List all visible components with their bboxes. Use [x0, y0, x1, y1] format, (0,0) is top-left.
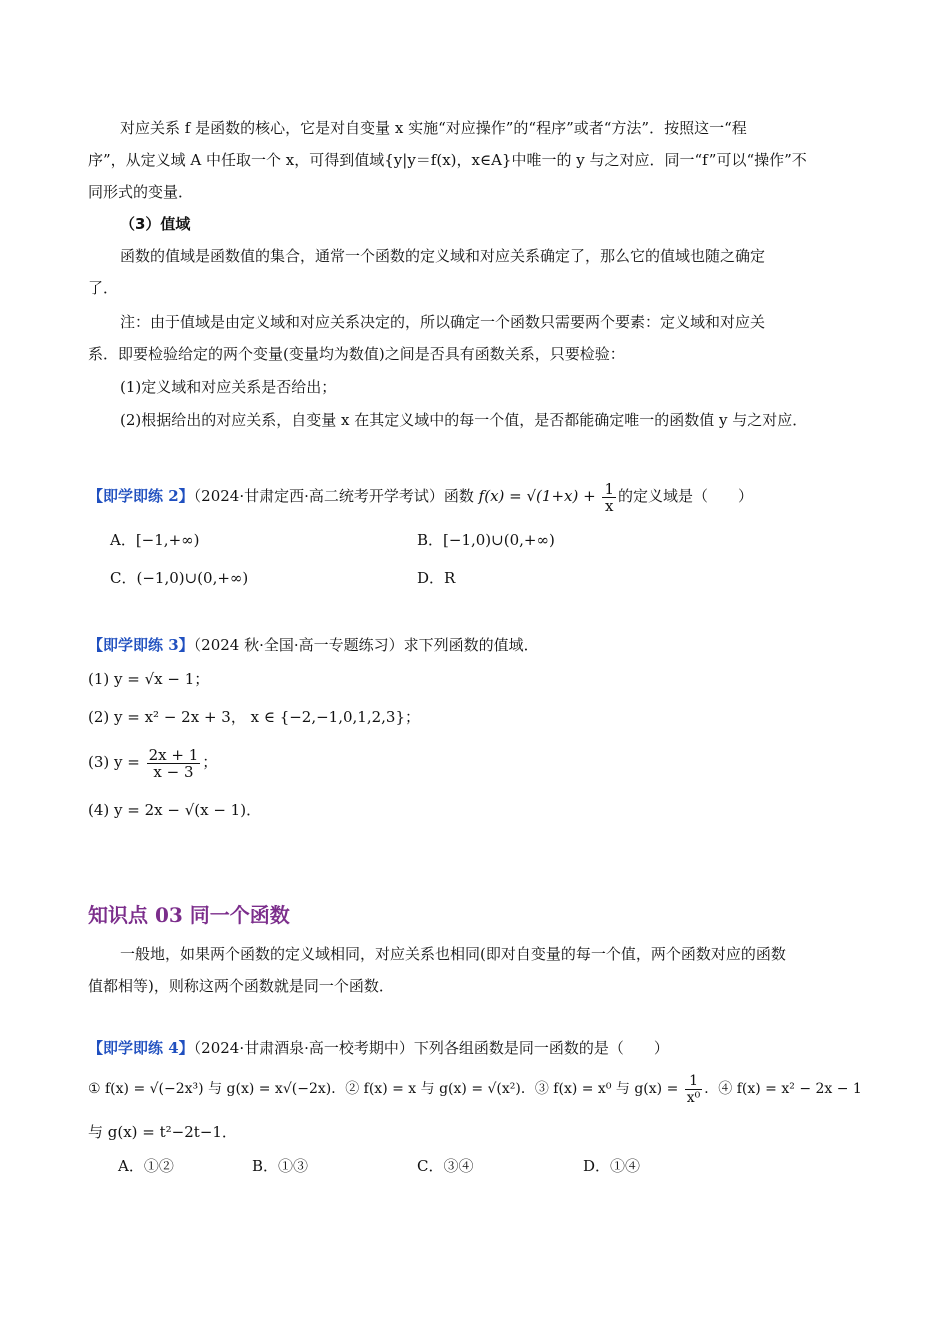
exercise-2-fraction	[602, 481, 616, 514]
exercise-2-option-b: B．[−1,0)∪(0,+∞)	[417, 531, 555, 549]
exercise-2-tag: 【即学即练 2】	[88, 487, 194, 505]
exercise-4-fraction	[685, 1073, 703, 1106]
note-line-2: 系．即要检验给定的两个变量(变量均为数值)之间是否具有函数关系，只要检验：	[88, 345, 625, 363]
section-heading: 知识点 03 同一个函数	[88, 903, 290, 927]
exercise-4-source: （2024·甘肃酒泉·高一校考期中）下列各组函数是同一函数的是（ ）	[193, 1039, 669, 1057]
exercise-3-tag: 【即学即练 3】	[88, 636, 194, 654]
exercise-2-frac-den: x	[602, 497, 616, 514]
exercise-2-option-c: C．(−1,0)∪(0,+∞)	[110, 569, 249, 587]
exercise-3-q3-num: 2x + 1	[148, 745, 199, 764]
exercise-4-question	[88, 1038, 669, 1058]
section-line-1: 一般地，如果两个函数的定义域相同，对应关系也相同(即对自变量的每一个值，两个函数对应的函数	[120, 945, 786, 963]
exercise-4-group-4: ．④ f(x) = x² − 2x − 1	[704, 1081, 862, 1097]
exercise-2-frac-num: 1	[604, 479, 614, 498]
exercise-3-q3-prefix: (3) y =	[88, 753, 145, 771]
exercise-4-option-c: C．③④	[417, 1157, 474, 1175]
mapping-line-1: 对应关系 f 是函数的核心，它是对自变量 x 实施“对应操作”的“程序”或者“方法”．按照这一“程	[120, 119, 747, 137]
exercise-3-source: （2024 秋·全国·高一专题练习）求下列函数的值域．	[193, 636, 539, 654]
exercise-4-option-b: B．①③	[252, 1157, 309, 1175]
exercise-4-groups: ① f(x) = √(−2x³) 与 g(x) = x√(−2x)．② f(x) = x 与 g(x) = √(x²)．③ f(x) = x⁰ 与 g(x) =	[88, 1081, 683, 1097]
range-heading: （3）值域	[120, 215, 191, 233]
exercise-2-source: （2024·甘肃定西·高二统考开学考试）函数	[193, 487, 474, 505]
exercise-3-q4: (4) y = 2x − √(x − 1)．	[88, 801, 262, 819]
range-line-2: 了．	[88, 279, 119, 297]
exercise-4-line-1	[88, 1070, 862, 1108]
exercise-2-option-d: D．R	[417, 569, 456, 587]
section-line-2: 值都相等)，则称这两个函数就是同一个函数．	[88, 977, 394, 995]
note-line-1: 注：由于值域是由定义域和对应关系决定的，所以确定一个函数只需要两个要素：定义域和对应关	[120, 313, 766, 331]
exercise-4-frac-den: x⁰	[686, 1089, 701, 1106]
exercise-4-tag: 【即学即练 4】	[88, 1039, 194, 1057]
exercise-4-frac-num: 1	[689, 1072, 698, 1089]
exercise-2-question	[88, 478, 753, 514]
exercise-3-q3-fraction	[147, 747, 201, 780]
exercise-4-option-d: D．①④	[583, 1157, 641, 1175]
mapping-line-2: 序”，从定义域 A 中任取一个 x，可得到值域{y|y＝f(x)，x∈A}中唯一的 y 与之对应．同一“f”可以“操作”不	[88, 151, 807, 169]
exercise-2-option-a: A．[−1,+∞)	[110, 531, 200, 549]
exercise-3-q1: (1) y = √x − 1；	[88, 670, 210, 688]
exercise-3-q3-den: x − 3	[147, 763, 201, 780]
exercise-3-q3	[88, 742, 217, 782]
exercise-4-option-a: A．①②	[118, 1157, 174, 1175]
exercise-4-line-2: 与 g(x) = t²−2t−1．	[88, 1123, 237, 1141]
mapping-line-3: 同形式的变量．	[88, 183, 194, 201]
range-line-1: 函数的值域是函数值的集合，通常一个函数的定义域和对应关系确定了，那么它的值域也随之确定	[120, 247, 766, 265]
exercise-2-func: f(x) = √(1+x) +	[478, 487, 601, 505]
exercise-3-question	[88, 635, 539, 655]
note-item-1: (1)定义域和对应关系是否给出；	[120, 378, 337, 396]
exercise-2-tail: 的定义域是（ ）	[617, 487, 753, 505]
exercise-3-q2: (2) y = x² − 2x + 3， x ∈ {−2,−1,0,1,2,3}；	[88, 708, 421, 726]
exercise-3-q3-suffix: ；	[202, 753, 218, 771]
note-item-2: (2)根据给出的对应关系，自变量 x 在其定义域中的每一个值，是否都能确定唯一的函数值 y 与之对应．	[120, 411, 808, 429]
